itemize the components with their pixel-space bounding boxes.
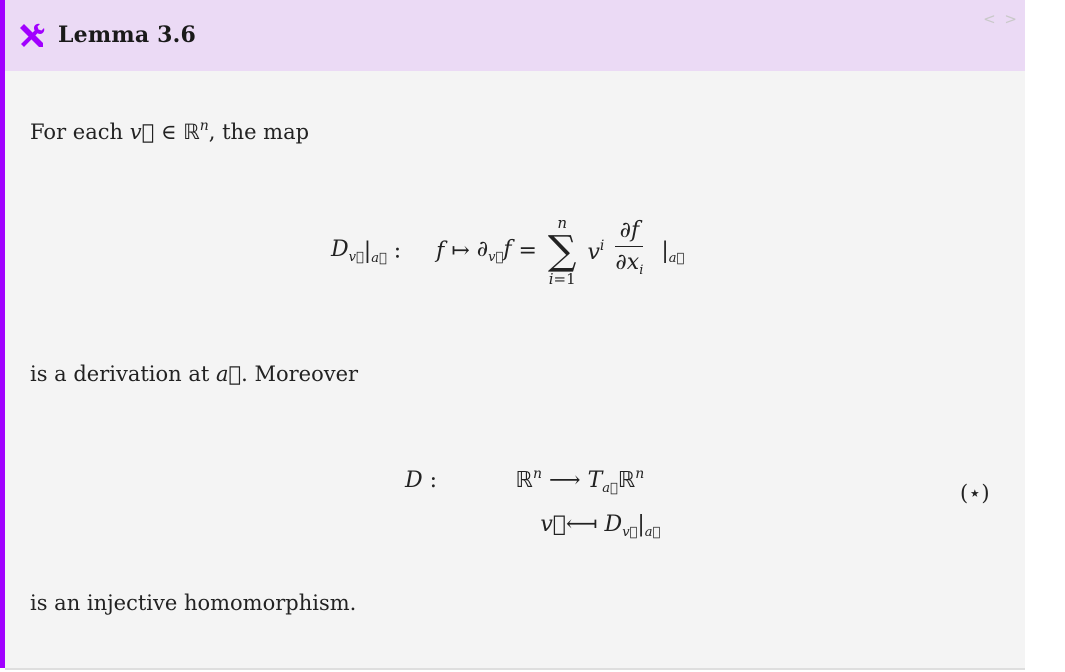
math-a-vec: a⃗ <box>216 362 242 386</box>
tools-icon <box>18 22 46 50</box>
paragraph-2 <box>30 362 358 386</box>
code-toggle-icon[interactable]: < > <box>983 10 1019 28</box>
para1-suffix: , the map <box>208 120 310 144</box>
lemma-header <box>5 0 1025 71</box>
para2-prefix: is a derivation at <box>30 362 217 386</box>
paragraph-1 <box>30 118 309 144</box>
equation-tag: (⋆) <box>960 481 990 505</box>
para2-suffix: . Moreover <box>241 362 359 386</box>
lemma-title: Lemma 3.6 <box>58 22 197 48</box>
equation-homomorphism: D : ℝ$^n$ ⟶ $T_{a⃗}ℝ^n$ v⃗⟻ $D_{v⃗}|_{a⃗}$ <box>405 466 661 540</box>
para1-prefix: For each <box>30 120 130 144</box>
equation-derivation-map: $D_{v⃗}|_{a⃗}$ : f ↦ $\partial_{v⃗}f$ = n ∑ i=1 $v^i$ $\frac{\partial f}{\partial x_i}$ $|_{a⃗}$ <box>331 214 685 288</box>
card-bottom-border <box>5 668 1025 670</box>
math-v-in-rn: v⃗ ∈ ℝ$^n$ <box>129 118 209 144</box>
paragraph-3: is an injective homomorphism. <box>30 591 357 615</box>
